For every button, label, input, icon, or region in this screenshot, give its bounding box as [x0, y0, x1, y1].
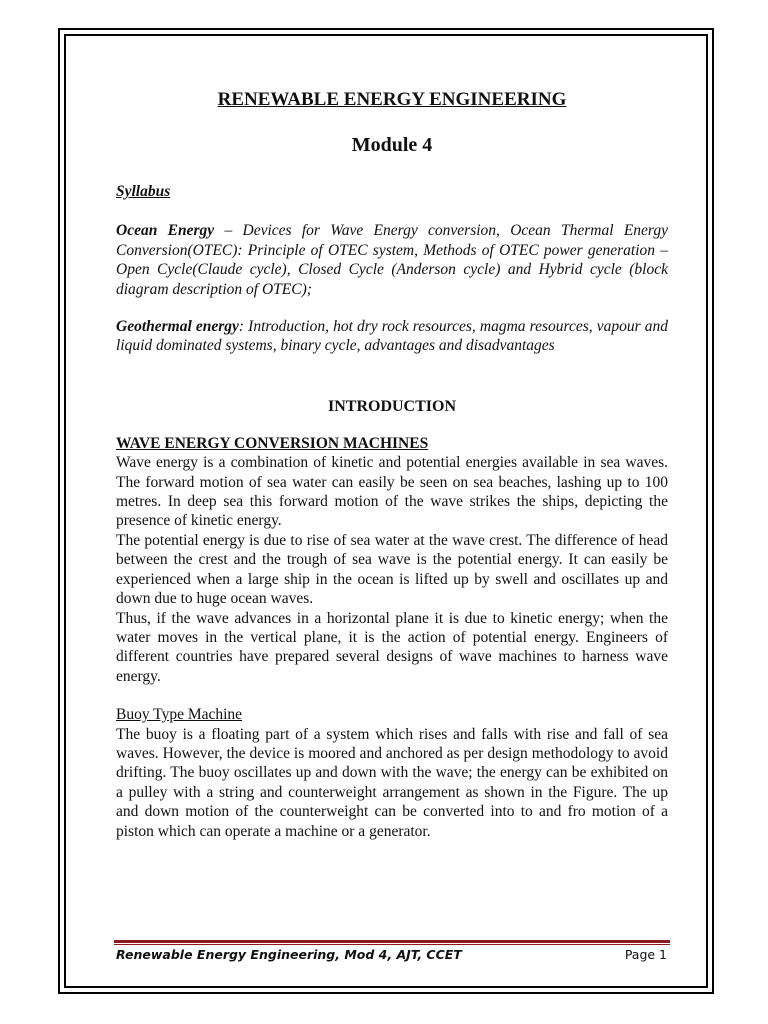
wave-paragraph-2: The potential energy is due to rise of sea water at the wave crest. The difference of head between the crest and the trough of sea wave is the potential energy. It can easily be experienced when a large ship in the ocean is lifted up by swell and oscillates up and down due to huge ocean waves. [116, 531, 668, 608]
buoy-paragraph: The buoy is a floating part of a system which rises and falls with rise and fall of sea waves. However, the device is moored and anchored as per design methodology to avoid drifting. The buoy oscillates up and down with the wave; the energy can be exhibited on a pulley with a string and counterweight arrangement as shown in the Figure. The up and down motion of the counterweight can be converted into to and fro motion of a piston which can operate a machine or a generator. [116, 725, 668, 840]
footer-rule-thick [114, 940, 670, 943]
wave-paragraph-3: Thus, if the wave advances in a horizontal plane it is due to kinetic energy; when the water moves in the vertical plane, it is the action of potential energy. Engineers of different countries have prepared several designs of wave machines to harness wave energy. [116, 609, 668, 685]
introduction-heading: INTRODUCTION [327, 397, 456, 415]
footer-document-info: Renewable Energy Engineering, Mod 4, AJT, CCET [116, 947, 462, 962]
wave-paragraph-1: Wave energy is a combination of kinetic and potential energies available in sea waves. The forward motion of sea water can easily be seen on sea beaches, lashing up to 100 metres. In deep sea this forward motion of the wave strikes the ships, depicting the presence of kinetic energy. [116, 454, 668, 530]
geothermal-energy-text: : Introduction, hot dry rock resources, magma resources, vapour and liquid dominated systems, binary cycle, advantages and disadvantages [116, 318, 668, 355]
geothermal-energy-term: Geothermal energy [116, 318, 239, 336]
document-title: RENEWABLE ENERGY ENGINEERING [217, 89, 567, 110]
buoy-machine-heading: Buoy Type Machine [116, 706, 243, 724]
ocean-energy-text: – Devices for Wave Energy conversion, Ocean Thermal Energy Conversion(OTEC): Principle of OTEC system, Methods of OTEC power generation – Open Cycle(Claude cycle), Closed Cycle (Anderson cycle) and Hybrid cycle (block diagram description of OTEC); [116, 222, 669, 298]
syllabus-heading: Syllabus [116, 183, 171, 200]
ocean-energy-term: Ocean Energy [116, 222, 215, 240]
syllabus-geothermal-energy [116, 317, 668, 356]
wave-energy-heading: WAVE ENERGY CONVERSION MACHINES [116, 434, 429, 452]
page-content [116, 88, 668, 841]
footer-rule-thin [114, 944, 670, 945]
syllabus-ocean-energy [116, 221, 668, 299]
module-title: Module 4 [351, 134, 433, 156]
footer-page-number: Page 1 [624, 947, 667, 962]
